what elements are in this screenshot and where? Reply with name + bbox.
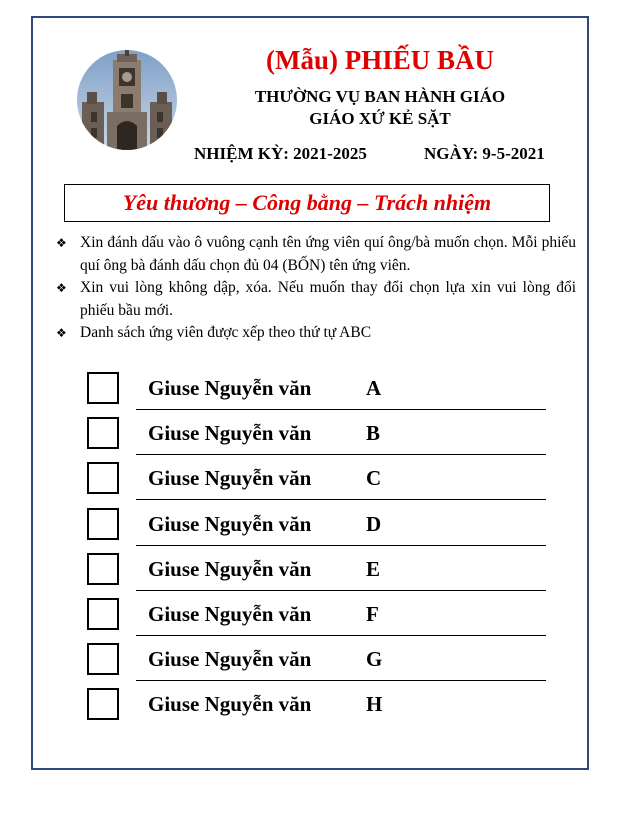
motto-box: Yêu thương – Công bằng – Trách nhiệm — [64, 184, 550, 222]
candidate-checkbox[interactable] — [87, 462, 119, 494]
row-divider — [136, 499, 546, 500]
candidate-checkbox[interactable] — [87, 508, 119, 540]
row-divider — [136, 680, 546, 681]
candidate-letter: G — [366, 647, 383, 672]
candidate-name: Giuse Nguyễn văn — [148, 692, 312, 717]
candidate-row — [80, 456, 550, 501]
candidate-name: Giuse Nguyễn văn — [148, 647, 312, 672]
instruction-text: Xin đánh dấu vào ô vuông cạnh tên ứng viên quí ông/bà muốn chọn. Mỗi phiếu quí ông bà đánh dấu chọn đủ 04 (BỐN) tên ứng viên. — [80, 234, 576, 274]
diamond-bullet-icon: ❖ — [56, 326, 67, 340]
row-divider — [136, 590, 546, 591]
candidate-row — [80, 502, 550, 547]
candidate-list — [80, 366, 550, 728]
candidate-letter: A — [366, 376, 382, 400]
candidate-letter: F — [366, 601, 379, 626]
parish-name: GIÁO XỨ KẺ SẶT — [309, 109, 451, 128]
instruction-item — [56, 232, 576, 277]
candidate-row — [80, 366, 550, 411]
candidate-checkbox[interactable] — [87, 598, 119, 630]
candidate-name: Giuse Nguyễn văn — [148, 556, 312, 581]
candidate-letter: B — [366, 421, 381, 446]
candidate-checkbox[interactable] — [87, 553, 119, 585]
candidate-name: Giuse Nguyễn văn — [148, 466, 312, 491]
candidate-row — [80, 592, 550, 637]
diamond-bullet-icon: ❖ — [56, 281, 67, 295]
candidate-checkbox[interactable] — [87, 372, 119, 404]
council-name: THƯỜNG VỤ BAN HÀNH GIÁO — [254, 87, 506, 106]
row-divider — [136, 454, 546, 455]
candidate-letter: E — [366, 556, 381, 581]
row-divider — [136, 635, 546, 636]
instruction-text: Danh sách ứng viên được xếp theo thứ tự ABC — [80, 324, 372, 341]
instruction-text: Xin vui lòng không dập, xóa. Nếu muốn thay đổi chọn lựa xin vui lòng đổi phiếu bầu mới. — [80, 279, 576, 319]
candidate-checkbox[interactable] — [87, 643, 119, 675]
instruction-item — [56, 322, 576, 345]
row-divider — [136, 409, 546, 410]
date-value: 9-5-2021 — [482, 144, 545, 163]
church-logo-image — [77, 50, 177, 150]
candidate-letter: D — [366, 511, 382, 536]
candidate-name: Giuse Nguyễn văn — [148, 376, 312, 400]
candidate-letter: H — [366, 692, 383, 717]
term-label: NHIỆM KỲ: — [194, 144, 289, 163]
diamond-bullet-icon: ❖ — [56, 236, 67, 250]
candidate-row — [80, 682, 550, 727]
candidate-letter: C — [366, 466, 382, 491]
candidate-checkbox[interactable] — [87, 688, 119, 720]
candidate-row — [80, 411, 550, 456]
term-info — [194, 143, 367, 165]
candidate-name: Giuse Nguyễn văn — [148, 601, 312, 626]
date-info — [424, 143, 545, 165]
candidate-name: Giuse Nguyễn văn — [148, 511, 312, 536]
candidate-row — [80, 637, 550, 682]
instructions-list — [56, 232, 576, 345]
candidate-row — [80, 547, 550, 592]
ballot-title: (Mẫu) PHIẾU BẦU — [266, 45, 494, 75]
candidate-name: Giuse Nguyễn văn — [148, 421, 312, 446]
instruction-item — [56, 277, 576, 322]
date-label: NGÀY: — [424, 144, 479, 163]
candidate-checkbox[interactable] — [87, 417, 119, 449]
term-value: 2021-2025 — [293, 144, 367, 163]
row-divider — [136, 545, 546, 546]
